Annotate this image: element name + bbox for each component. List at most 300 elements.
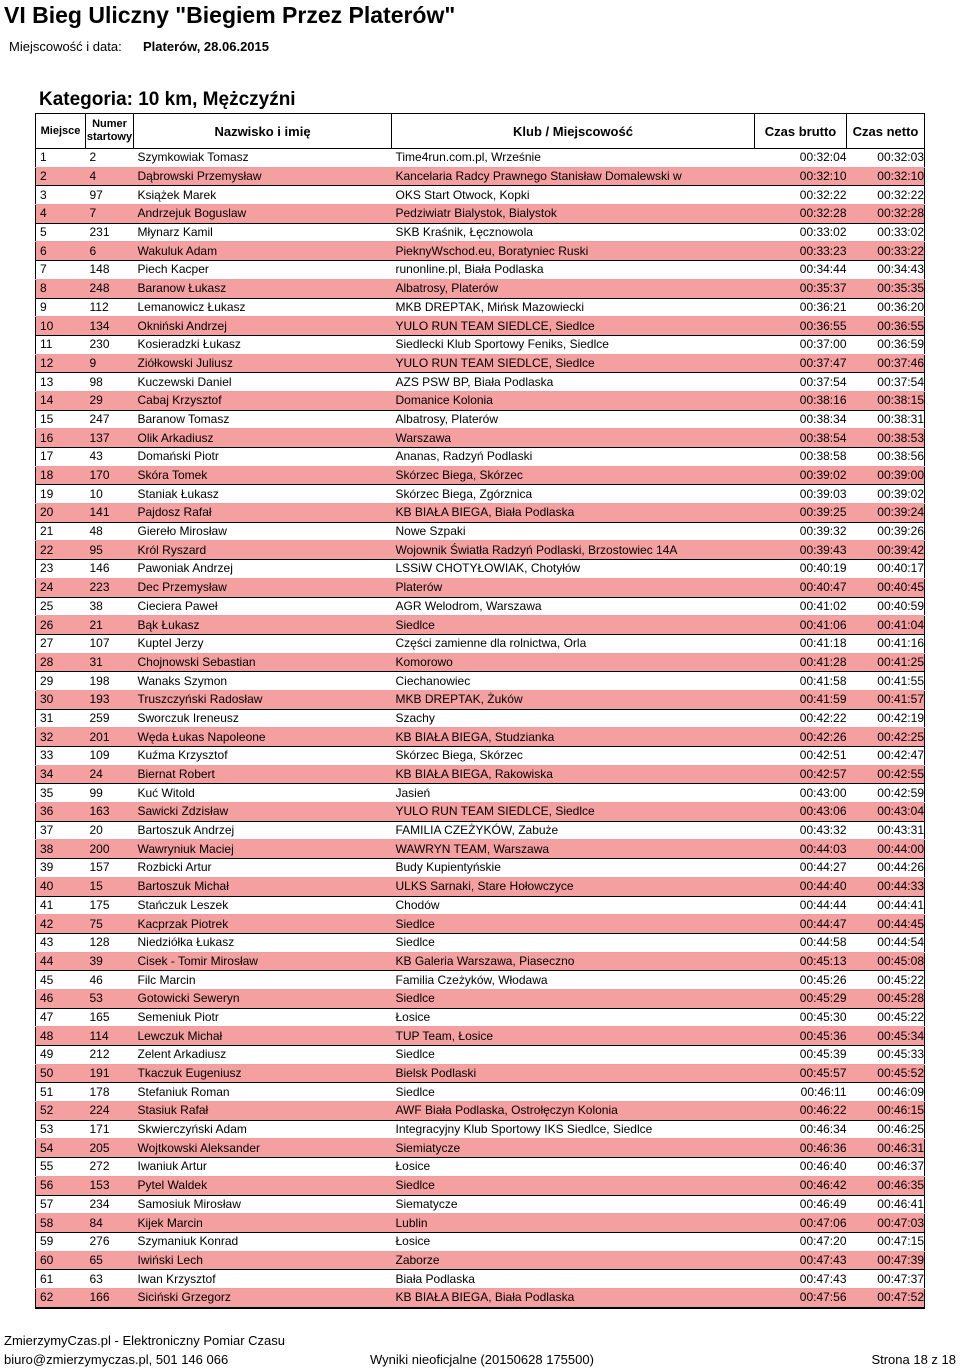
cell-name: Szymaniuk Konrad xyxy=(134,1232,392,1251)
table-row xyxy=(36,429,925,448)
cell-bib: 134 xyxy=(86,317,134,336)
cell-club: Chodów xyxy=(392,896,755,915)
cell-net-time: 00:45:52 xyxy=(847,1064,925,1083)
cell-net-time: 00:40:17 xyxy=(847,560,925,579)
cell-name: Pawoniak Andrzej xyxy=(134,560,392,579)
cell-name: Książek Marek xyxy=(134,186,392,205)
table-row xyxy=(36,167,925,186)
table-row xyxy=(36,597,925,616)
cell-net-time: 00:43:04 xyxy=(847,803,925,822)
cell-bib: 166 xyxy=(86,1288,134,1307)
cell-place: 2 xyxy=(36,167,86,186)
cell-gross-time: 00:44:40 xyxy=(755,877,847,896)
cell-name: Baranow Tomasz xyxy=(134,410,392,429)
cell-place: 14 xyxy=(36,391,86,410)
table-row xyxy=(36,672,925,691)
cell-net-time: 00:38:31 xyxy=(847,410,925,429)
cell-place: 23 xyxy=(36,560,86,579)
cell-name: Skóra Tomek xyxy=(134,466,392,485)
cell-place: 51 xyxy=(36,1083,86,1102)
table-row xyxy=(36,1120,925,1139)
cell-bib: 193 xyxy=(86,690,134,709)
cell-place: 13 xyxy=(36,373,86,392)
cell-club: Siedlce xyxy=(392,989,755,1008)
cell-bib: 163 xyxy=(86,803,134,822)
cell-name: Rozbicki Artur xyxy=(134,859,392,878)
cell-club: Pedziwiatr Bialystok, Bialystok xyxy=(392,205,755,224)
cell-gross-time: 00:32:04 xyxy=(755,149,847,168)
cell-name: Giereło Mirosław xyxy=(134,522,392,541)
cell-net-time: 00:40:59 xyxy=(847,597,925,616)
cell-place: 33 xyxy=(36,747,86,766)
cell-place: 36 xyxy=(36,803,86,822)
cell-bib: 276 xyxy=(86,1232,134,1251)
table-row xyxy=(36,242,925,261)
cell-place: 30 xyxy=(36,690,86,709)
cell-name: Kuczewski Daniel xyxy=(134,373,392,392)
cell-net-time: 00:39:26 xyxy=(847,522,925,541)
cell-gross-time: 00:44:58 xyxy=(755,933,847,952)
cell-club: Siedlce xyxy=(392,933,755,952)
cell-place: 54 xyxy=(36,1139,86,1158)
cell-gross-time: 00:36:55 xyxy=(755,317,847,336)
cell-club: Platerów xyxy=(392,578,755,597)
cell-club: Siemiatycze xyxy=(392,1139,755,1158)
cell-name: Wakuluk Adam xyxy=(134,242,392,261)
cell-gross-time: 00:33:02 xyxy=(755,223,847,242)
cell-net-time: 00:42:47 xyxy=(847,747,925,766)
cell-name: Węda Łukas Napoleone xyxy=(134,728,392,747)
cell-club: Skórzec Biega, Skórzec xyxy=(392,466,755,485)
cell-name: Stefaniuk Roman xyxy=(134,1083,392,1102)
cell-club: Łosice xyxy=(392,1158,755,1177)
col-gross-time: Czas brutto xyxy=(755,114,847,149)
cell-name: Cabaj Krzysztof xyxy=(134,391,392,410)
cell-gross-time: 00:46:22 xyxy=(755,1102,847,1121)
cell-club: Lublin xyxy=(392,1214,755,1233)
table-row xyxy=(36,690,925,709)
cell-bib: 205 xyxy=(86,1139,134,1158)
cell-gross-time: 00:42:26 xyxy=(755,728,847,747)
cell-place: 21 xyxy=(36,522,86,541)
col-name: Nazwisko i imię xyxy=(134,114,392,149)
cell-bib: 201 xyxy=(86,728,134,747)
col-club: Klub / Miejscowość xyxy=(392,114,755,149)
cell-name: Samosiuk Mirosław xyxy=(134,1195,392,1214)
table-row xyxy=(36,1008,925,1027)
col-bib: Numer startowy xyxy=(86,114,134,149)
cell-gross-time: 00:46:34 xyxy=(755,1120,847,1139)
cell-place: 3 xyxy=(36,186,86,205)
cell-club: Nowe Szpaki xyxy=(392,522,755,541)
cell-club: Budy Kupientyńskie xyxy=(392,859,755,878)
cell-club: AGR Welodrom, Warszawa xyxy=(392,597,755,616)
table-row xyxy=(36,186,925,205)
table-row xyxy=(36,1176,925,1195)
cell-bib: 128 xyxy=(86,933,134,952)
cell-name: Wanaks Szymon xyxy=(134,672,392,691)
cell-bib: 95 xyxy=(86,541,134,560)
cell-name: Wawryniuk Maciej xyxy=(134,840,392,859)
table-header-row xyxy=(36,114,925,149)
cell-gross-time: 00:44:27 xyxy=(755,859,847,878)
cell-name: Pytel Waldek xyxy=(134,1176,392,1195)
table-row xyxy=(36,335,925,354)
cell-place: 35 xyxy=(36,784,86,803)
cell-club: LSSiW CHOTYŁOWIAK, Chotyłów xyxy=(392,560,755,579)
cell-name: Bąk Łukasz xyxy=(134,616,392,635)
cell-bib: 153 xyxy=(86,1176,134,1195)
cell-gross-time: 00:37:47 xyxy=(755,354,847,373)
cell-bib: 21 xyxy=(86,616,134,635)
cell-place: 1 xyxy=(36,149,86,168)
table-row xyxy=(36,1102,925,1121)
table-row xyxy=(36,466,925,485)
cell-place: 34 xyxy=(36,765,86,784)
cell-net-time: 00:44:45 xyxy=(847,915,925,934)
table-row xyxy=(36,634,925,653)
cell-place: 38 xyxy=(36,840,86,859)
cell-club: YULO RUN TEAM SIEDLCE, Siedlce xyxy=(392,317,755,336)
cell-place: 56 xyxy=(36,1176,86,1195)
cell-place: 40 xyxy=(36,877,86,896)
table-row xyxy=(36,1158,925,1177)
cell-club: KB BIAŁA BIEGA, Rakowiska xyxy=(392,765,755,784)
cell-bib: 15 xyxy=(86,877,134,896)
cell-bib: 272 xyxy=(86,1158,134,1177)
cell-club: Skórzec Biega, Zgórznica xyxy=(392,485,755,504)
cell-gross-time: 00:45:39 xyxy=(755,1046,847,1065)
cell-gross-time: 00:47:56 xyxy=(755,1288,847,1307)
table-row xyxy=(36,616,925,635)
cell-gross-time: 00:32:10 xyxy=(755,167,847,186)
cell-club: Wojownik Światła Radzyń Podlaski, Brzostowiec 14A xyxy=(392,541,755,560)
cell-place: 55 xyxy=(36,1158,86,1177)
cell-bib: 157 xyxy=(86,859,134,878)
cell-net-time: 00:37:46 xyxy=(847,354,925,373)
cell-club: Albatrosy, Platerów xyxy=(392,410,755,429)
cell-bib: 31 xyxy=(86,653,134,672)
cell-name: Biernat Robert xyxy=(134,765,392,784)
cell-name: Stańczuk Leszek xyxy=(134,896,392,915)
cell-name: Młynarz Kamil xyxy=(134,223,392,242)
cell-gross-time: 00:36:21 xyxy=(755,298,847,317)
cell-name: Okniński Andrzej xyxy=(134,317,392,336)
cell-name: Kacprzak Piotrek xyxy=(134,915,392,934)
cell-bib: 175 xyxy=(86,896,134,915)
table-row xyxy=(36,896,925,915)
table-row xyxy=(36,298,925,317)
cell-club: SKB Kraśnik, Łęcznowola xyxy=(392,223,755,242)
cell-bib: 53 xyxy=(86,989,134,1008)
cell-net-time: 00:41:04 xyxy=(847,616,925,635)
cell-place: 18 xyxy=(36,466,86,485)
cell-net-time: 00:43:31 xyxy=(847,821,925,840)
cell-gross-time: 00:41:18 xyxy=(755,634,847,653)
cell-name: Iwiński Lech xyxy=(134,1251,392,1270)
cell-place: 24 xyxy=(36,578,86,597)
cell-name: Król Ryszard xyxy=(134,541,392,560)
table-row xyxy=(36,821,925,840)
cell-net-time: 00:46:25 xyxy=(847,1120,925,1139)
cell-net-time: 00:33:02 xyxy=(847,223,925,242)
cell-net-time: 00:42:59 xyxy=(847,784,925,803)
cell-place: 26 xyxy=(36,616,86,635)
cell-gross-time: 00:43:00 xyxy=(755,784,847,803)
cell-bib: 146 xyxy=(86,560,134,579)
cell-club: Integracyjny Klub Sportowy IKS Siedlce, Siedlce xyxy=(392,1120,755,1139)
cell-net-time: 00:47:37 xyxy=(847,1270,925,1289)
cell-gross-time: 00:39:03 xyxy=(755,485,847,504)
cell-club: KB BIAŁA BIEGA, Biała Podlaska xyxy=(392,1288,755,1307)
cell-gross-time: 00:45:57 xyxy=(755,1064,847,1083)
table-row xyxy=(36,840,925,859)
cell-place: 60 xyxy=(36,1251,86,1270)
cell-club: ULKS Sarnaki, Stare Hołowczyce xyxy=(392,877,755,896)
cell-name: Iwaniuk Artur xyxy=(134,1158,392,1177)
cell-net-time: 00:32:03 xyxy=(847,149,925,168)
cell-net-time: 00:41:55 xyxy=(847,672,925,691)
cell-gross-time: 00:38:54 xyxy=(755,429,847,448)
cell-name: Niedziółka Łukasz xyxy=(134,933,392,952)
cell-place: 61 xyxy=(36,1270,86,1289)
table-row xyxy=(36,391,925,410)
cell-name: Cisek - Tomir Mirosław xyxy=(134,952,392,971)
table-row xyxy=(36,859,925,878)
cell-name: Iwan Krzysztof xyxy=(134,1270,392,1289)
cell-bib: 200 xyxy=(86,840,134,859)
cell-gross-time: 00:40:19 xyxy=(755,560,847,579)
table-row xyxy=(36,1232,925,1251)
cell-gross-time: 00:43:32 xyxy=(755,821,847,840)
table-row xyxy=(36,971,925,990)
cell-net-time: 00:44:41 xyxy=(847,896,925,915)
cell-place: 27 xyxy=(36,634,86,653)
cell-club: KB Galeria Warszawa, Piaseczno xyxy=(392,952,755,971)
cell-net-time: 00:45:28 xyxy=(847,989,925,1008)
cell-name: Kuptel Jerzy xyxy=(134,634,392,653)
cell-name: Kijek Marcin xyxy=(134,1214,392,1233)
cell-bib: 165 xyxy=(86,1008,134,1027)
table-row xyxy=(36,877,925,896)
cell-name: Kosieradzki Łukasz xyxy=(134,335,392,354)
table-row xyxy=(36,205,925,224)
cell-place: 19 xyxy=(36,485,86,504)
cell-name: Cieciera Paweł xyxy=(134,597,392,616)
cell-gross-time: 00:41:02 xyxy=(755,597,847,616)
cell-club: Siedlce xyxy=(392,616,755,635)
footer-page: Strona 18 z 18 xyxy=(871,1352,956,1367)
cell-gross-time: 00:46:11 xyxy=(755,1083,847,1102)
cell-net-time: 00:47:15 xyxy=(847,1232,925,1251)
cell-bib: 84 xyxy=(86,1214,134,1233)
cell-name: Dąbrowski Przemysław xyxy=(134,167,392,186)
table-row xyxy=(36,803,925,822)
cell-gross-time: 00:45:36 xyxy=(755,1027,847,1046)
cell-place: 43 xyxy=(36,933,86,952)
cell-name: Skwierczyński Adam xyxy=(134,1120,392,1139)
cell-place: 29 xyxy=(36,672,86,691)
cell-gross-time: 00:43:06 xyxy=(755,803,847,822)
cell-gross-time: 00:39:32 xyxy=(755,522,847,541)
cell-net-time: 00:39:02 xyxy=(847,485,925,504)
cell-gross-time: 00:45:26 xyxy=(755,971,847,990)
cell-bib: 259 xyxy=(86,709,134,728)
cell-name: Szymkowiak Tomasz xyxy=(134,149,392,168)
place-date-label: Miejscowość i data: xyxy=(9,39,122,54)
cell-bib: 10 xyxy=(86,485,134,504)
table-row xyxy=(36,1083,925,1102)
cell-bib: 170 xyxy=(86,466,134,485)
footer-status: Wyniki nieoficjalne (20150628 175500) xyxy=(370,1352,594,1367)
cell-net-time: 00:40:45 xyxy=(847,578,925,597)
cell-place: 50 xyxy=(36,1064,86,1083)
cell-net-time: 00:46:37 xyxy=(847,1158,925,1177)
cell-bib: 148 xyxy=(86,261,134,280)
cell-bib: 231 xyxy=(86,223,134,242)
cell-club: AWF Biała Podlaska, Ostrołęczyn Kolonia xyxy=(392,1102,755,1121)
cell-gross-time: 00:47:06 xyxy=(755,1214,847,1233)
cell-name: Filc Marcin xyxy=(134,971,392,990)
cell-net-time: 00:32:10 xyxy=(847,167,925,186)
table-row xyxy=(36,279,925,298)
table-row xyxy=(36,765,925,784)
cell-gross-time: 00:39:43 xyxy=(755,541,847,560)
cell-gross-time: 00:33:23 xyxy=(755,242,847,261)
cell-bib: 38 xyxy=(86,597,134,616)
table-row xyxy=(36,373,925,392)
cell-net-time: 00:46:09 xyxy=(847,1083,925,1102)
cell-bib: 141 xyxy=(86,504,134,523)
cell-name: Truszczyński Radosław xyxy=(134,690,392,709)
cell-club: KB BIAŁA BIEGA, Biała Podlaska xyxy=(392,504,755,523)
cell-place: 12 xyxy=(36,354,86,373)
cell-club: runonline.pl, Biała Podlaska xyxy=(392,261,755,280)
cell-gross-time: 00:39:25 xyxy=(755,504,847,523)
cell-gross-time: 00:38:16 xyxy=(755,391,847,410)
table-row xyxy=(36,1251,925,1270)
cell-net-time: 00:39:42 xyxy=(847,541,925,560)
cell-gross-time: 00:45:29 xyxy=(755,989,847,1008)
cell-bib: 212 xyxy=(86,1046,134,1065)
cell-club: Albatrosy, Platerów xyxy=(392,279,755,298)
footer-contact: biuro@zmierzymyczas.pl, 501 146 066 xyxy=(4,1352,229,1367)
cell-place: 16 xyxy=(36,429,86,448)
cell-bib: 234 xyxy=(86,1195,134,1214)
cell-name: Lemanowicz Łukasz xyxy=(134,298,392,317)
cell-name: Gotowicki Seweryn xyxy=(134,989,392,1008)
cell-name: Zelent Arkadiusz xyxy=(134,1046,392,1065)
cell-name: Chojnowski Sebastian xyxy=(134,653,392,672)
cell-club: Domanice Kolonia xyxy=(392,391,755,410)
cell-place: 57 xyxy=(36,1195,86,1214)
table-row xyxy=(36,560,925,579)
cell-net-time: 00:32:28 xyxy=(847,205,925,224)
table-row xyxy=(36,1139,925,1158)
cell-gross-time: 00:42:22 xyxy=(755,709,847,728)
cell-bib: 20 xyxy=(86,821,134,840)
cell-bib: 7 xyxy=(86,205,134,224)
cell-club: Siedlce xyxy=(392,915,755,934)
cell-place: 17 xyxy=(36,448,86,467)
cell-bib: 9 xyxy=(86,354,134,373)
cell-place: 62 xyxy=(36,1288,86,1307)
cell-place: 25 xyxy=(36,597,86,616)
cell-name: Kuć Witold xyxy=(134,784,392,803)
cell-club: MKB DREPTAK, Mińsk Mazowiecki xyxy=(392,298,755,317)
cell-gross-time: 00:46:36 xyxy=(755,1139,847,1158)
cell-gross-time: 00:41:58 xyxy=(755,672,847,691)
table-row xyxy=(36,915,925,934)
cell-gross-time: 00:46:42 xyxy=(755,1176,847,1195)
table-row xyxy=(36,1195,925,1214)
table-row xyxy=(36,747,925,766)
cell-club: KB BIAŁA BIEGA, Studzianka xyxy=(392,728,755,747)
cell-net-time: 00:41:57 xyxy=(847,690,925,709)
cell-name: Siciński Grzegorz xyxy=(134,1288,392,1307)
cell-gross-time: 00:35:37 xyxy=(755,279,847,298)
cell-gross-time: 00:32:28 xyxy=(755,205,847,224)
table-row xyxy=(36,709,925,728)
cell-gross-time: 00:44:03 xyxy=(755,840,847,859)
cell-net-time: 00:44:00 xyxy=(847,840,925,859)
cell-name: Lewczuk Michał xyxy=(134,1027,392,1046)
cell-place: 44 xyxy=(36,952,86,971)
table-row xyxy=(36,261,925,280)
cell-gross-time: 00:42:51 xyxy=(755,747,847,766)
cell-net-time: 00:41:25 xyxy=(847,653,925,672)
cell-gross-time: 00:45:13 xyxy=(755,952,847,971)
cell-name: Andrzejuk Boguslaw xyxy=(134,205,392,224)
cell-gross-time: 00:34:44 xyxy=(755,261,847,280)
cell-bib: 224 xyxy=(86,1102,134,1121)
table-row xyxy=(36,728,925,747)
cell-place: 49 xyxy=(36,1046,86,1065)
cell-bib: 39 xyxy=(86,952,134,971)
cell-place: 59 xyxy=(36,1232,86,1251)
cell-bib: 230 xyxy=(86,335,134,354)
cell-bib: 29 xyxy=(86,391,134,410)
cell-net-time: 00:44:54 xyxy=(847,933,925,952)
cell-bib: 114 xyxy=(86,1027,134,1046)
cell-place: 15 xyxy=(36,410,86,429)
cell-gross-time: 00:47:43 xyxy=(755,1270,847,1289)
cell-bib: 191 xyxy=(86,1064,134,1083)
cell-bib: 65 xyxy=(86,1251,134,1270)
table-row xyxy=(36,485,925,504)
cell-name: Baranow Łukasz xyxy=(134,279,392,298)
cell-net-time: 00:36:55 xyxy=(847,317,925,336)
cell-club: PieknyWschod.eu, Boratyniec Ruski xyxy=(392,242,755,261)
cell-name: Sworczuk Ireneusz xyxy=(134,709,392,728)
table-row xyxy=(36,933,925,952)
cell-bib: 99 xyxy=(86,784,134,803)
cell-place: 42 xyxy=(36,915,86,934)
cell-place: 6 xyxy=(36,242,86,261)
cell-bib: 48 xyxy=(86,522,134,541)
category-title: Kategoria: 10 km, Mężczyźni xyxy=(39,89,296,110)
cell-club: YULO RUN TEAM SIEDLCE, Siedlce xyxy=(392,354,755,373)
cell-net-time: 00:46:35 xyxy=(847,1176,925,1195)
table-row xyxy=(36,223,925,242)
cell-gross-time: 00:37:54 xyxy=(755,373,847,392)
table-row xyxy=(36,989,925,1008)
cell-name: Dec Przemysław xyxy=(134,578,392,597)
cell-place: 28 xyxy=(36,653,86,672)
cell-place: 31 xyxy=(36,709,86,728)
table-row xyxy=(36,653,925,672)
cell-bib: 46 xyxy=(86,971,134,990)
